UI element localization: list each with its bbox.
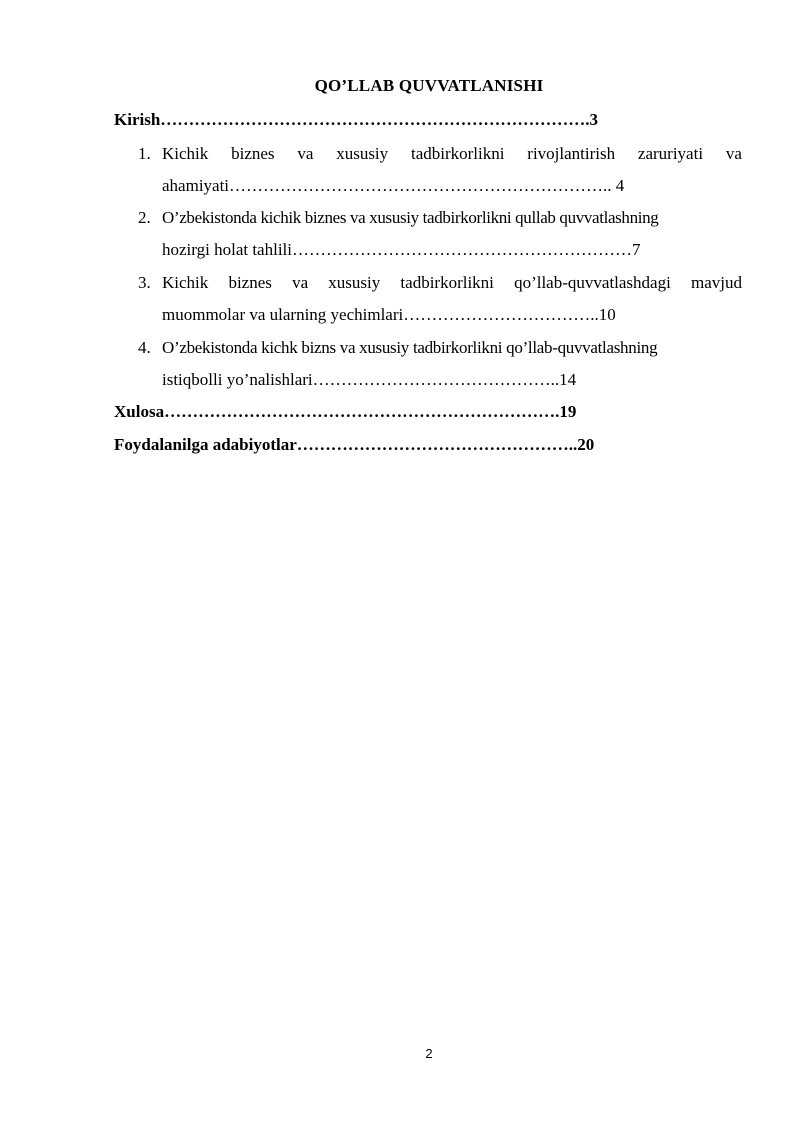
toc-item-1-word: va [725,144,742,163]
toc-item-3-word: biznes [228,273,272,292]
toc-item-4-line2: istiqbolli yo’nalishlari……………………………………..14 [162,370,577,389]
toc-item-4-line1: O’zbekistonda kichk bizns va xususiy tadbirkorlikni qo’llab-quvvatlashning [162,338,658,357]
toc-item-3-number: 3. [138,273,151,292]
toc-item-1-line2: ahamiyati………………………………………………………….. 4 [162,176,625,195]
toc-item-1-word: biznes [231,144,275,163]
toc-item-1-line1 [162,144,742,164]
toc-item-1-word: zaruriyati [637,144,704,163]
toc-item-3-word: tadbirkorlikni [400,273,494,292]
toc-item-1-word: Kichik [162,144,209,163]
toc-entry-references: Foydalanilga adabiyotlar…………………………………………..20 [114,435,595,454]
toc-item-1-word: rivojlantirish [527,144,616,163]
toc-item-3-word: Kichik [162,273,209,292]
toc-item-4-number: 4. [138,338,151,357]
toc-item-3-word: xususiy [328,273,381,292]
toc-item-2-line1: O’zbekistonda kichik biznes va xususiy tadbirkorlikni qullab quvvatlashning [162,208,659,227]
toc-item-2-line2: hozirgi holat tahlili……………………………………………………7 [162,240,641,259]
toc-item-1-word: va [297,144,314,163]
toc-item-3-word: va [292,273,309,292]
toc-item-1-word: xususiy [336,144,389,163]
toc-item-3-line2: muommolar va ularning yechimlari……………………………..10 [162,305,616,324]
toc-item-2-number: 2. [138,208,151,227]
toc-item-3-word: mavjud [691,273,742,292]
page-title: QO’LLAB QUVVATLANISHI [314,76,544,95]
toc-item-1-word: tadbirkorlikni [410,144,505,163]
toc-entry-intro: Kirish………………………………………………………………….3 [114,110,599,129]
toc-item-1-number: 1. [138,144,151,163]
page-number: 2 [425,1046,433,1061]
toc-item-3-line1 [162,273,742,293]
toc-entry-conclusion: Xulosa…………………………………………………………….19 [114,402,577,421]
toc-item-3-word: qo’llab-quvvatlashdagi [514,273,671,292]
